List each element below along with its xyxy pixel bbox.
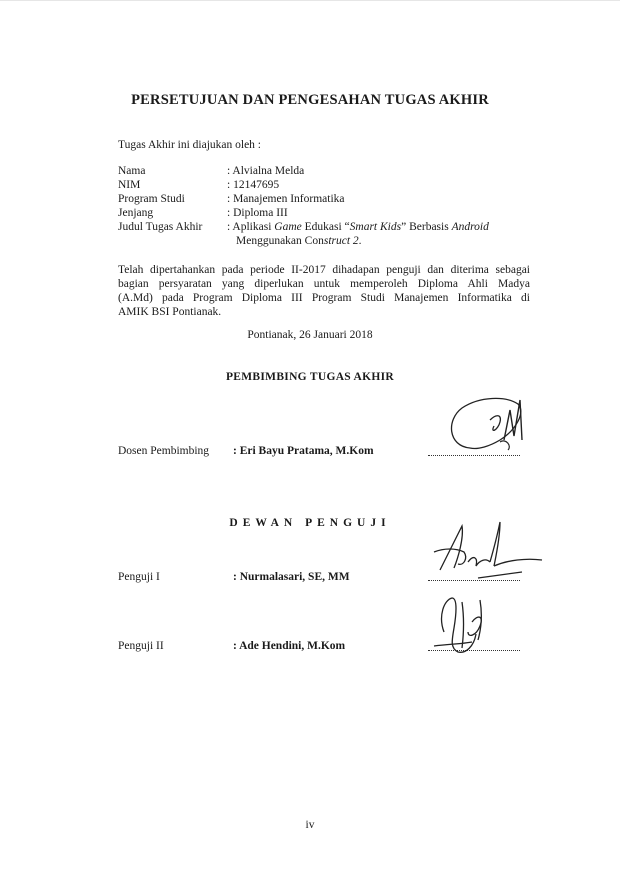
field-value-title-line2: Menggunakan Construct 2. (236, 235, 362, 247)
paragraph-line: bagian persyaratan yang diperlukan untuk memperoleh Diploma Ahli Madya (118, 278, 530, 290)
field-value: : 12147695 (227, 179, 280, 191)
field-label: Program Studi (118, 193, 185, 205)
field-value-title: : Aplikasi Game Edukasi “Smart Kids” Berbasis Android (227, 221, 489, 233)
examiner-2-role: Penguji II (118, 640, 164, 652)
page-title: PERSETUJUAN DAN PENGESAHAN TUGAS AKHIR (131, 92, 489, 108)
field-row-judul (118, 221, 528, 235)
examiner-1-signature-icon (428, 518, 548, 584)
field-row-program-studi (118, 193, 528, 207)
intro-text: Tugas Akhir ini diajukan oleh : (118, 139, 262, 151)
field-value: : Manajemen Informatika (227, 193, 345, 205)
supervisor-heading: PEMBIMBING TUGAS AKHIR (225, 371, 395, 383)
examiner-2-name: : Ade Hendini, M.Kom (233, 640, 346, 652)
supervisor-name: : Eri Bayu Pratama, M.Kom (233, 445, 374, 457)
scan-edge (0, 0, 620, 1)
paragraph-line: (A.Md) pada Program Diploma III Program Studi Manajemen Informatika di (118, 292, 530, 304)
examiner-1-role: Penguji I (118, 571, 160, 583)
field-row-nama (118, 165, 528, 179)
field-label: NIM (118, 179, 141, 191)
examiner-2-signature-icon (428, 592, 508, 662)
supervisor-signature-icon (440, 390, 530, 462)
supervisor-role: Dosen Pembimbing (118, 445, 210, 457)
field-row-nim (118, 179, 528, 193)
field-row-judul-line2 (118, 235, 528, 249)
paragraph-line: Telah dipertahankan pada periode II-2017 dihadapan penguji dan diterima sebagai (118, 264, 530, 276)
page-number: iv (305, 819, 315, 831)
field-label: Jenjang (118, 207, 154, 219)
field-row-jenjang (118, 207, 528, 221)
paragraph-line: AMIK BSI Pontianak. (118, 306, 222, 318)
field-value: : Alvialna Melda (227, 165, 305, 177)
field-value: : Diploma III (227, 207, 288, 219)
examiners-heading: DEWAN PENGUJI (229, 517, 391, 529)
examiner-1-name: : Nurmalasari, SE, MM (233, 571, 350, 583)
place-date: Pontianak, 26 Januari 2018 (247, 329, 373, 341)
field-label: Judul Tugas Akhir (118, 221, 203, 233)
approval-paragraph (118, 263, 530, 319)
field-label: Nama (118, 165, 146, 177)
